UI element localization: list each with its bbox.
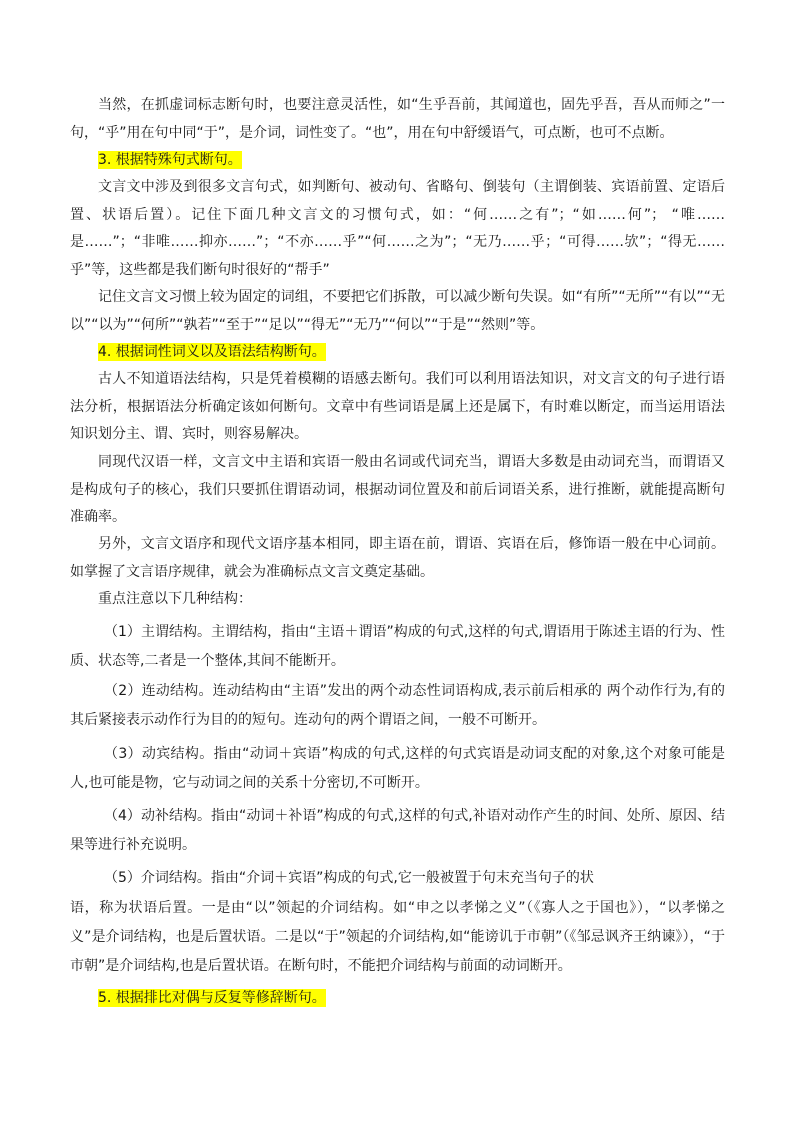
paragraph-fixed-phrases: 记住文言文习惯上较为固定的词组，不要把它们拆散，可以减少断句失误。如“有所”“无所”“有以”“无以”“以为”“何所”“孰若”“至于”“足以”“得无”“无乃”“何以”“于是”“然则”等。 xyxy=(70,289,725,333)
heading-rhetoric xyxy=(98,985,326,1013)
structure-prepositional-detail: 语，称为状语后置。一是由“以”领起的介词结构。如“申之以孝悌之义”（《寡人之于国也》），“以孝悌之义”是介词结构，也是后置状语。二是以“于”领起的介词结构,如“能谤讥于市朝”（《邹忌讽齐王纳谏》），“于市朝”是介词结构,也是后置状语。在断句时，不能把介词结构与前面的动词断开。 xyxy=(70,900,725,974)
heading-highlight: 5. 根据排比对偶与反复等修辞断句。 xyxy=(98,990,326,1006)
paragraph-key-structures: 重点注意以下几种结构： xyxy=(98,591,252,607)
paragraph-sentence-patterns: 文言文中涉及到很多文言句式，如判断句、被动句、省略句、倒装句（主谓倒装、宾语前置、定语后置、状语后置）。记住下面几种文言文的习惯句式，如：“何……之有”；“如……何”； “唯……是……”；“非唯……抑亦……”；“不亦……乎”“何……之为”；“无乃……乎；“可得……欤”；“得无……乎”等，这些都是我们断句时很好的“帮手” xyxy=(70,179,725,278)
heading-grammar-structure xyxy=(98,339,326,367)
structure-verb-object: （3）动宾结构。指由“动词＋宾语”构成的句式,这样的句式宾语是动词支配的对象,这个对象可能是人,也可能是物，它与动词之间的关系十分密切,不可断开。 xyxy=(70,746,725,791)
heading-special-sentence-patterns xyxy=(98,147,242,175)
paragraph-subject-predicate: 同现代汉语一样，文言文中主语和宾语一般由名词或代词充当，谓语大多数是由动词充当，而谓语又是构成句子的核心，我们只要抓住谓语动词，根据动词位置及和前后词语关系，进行推断，就能提高断句准确率。 xyxy=(70,454,725,525)
paragraph-grammar-analysis: 古人不知道语法结构，只是凭着模糊的语感去断句。我们可以利用语法知识，对文言文的句子进行语法分析，根据语法分析确定该如何断句。文章中有些词语是属上还是属下，有时难以断定，而当运用语法知识划分主、谓、宾时，则容易解决。 xyxy=(70,371,725,442)
heading-highlight: 3. 根据特殊句式断句。 xyxy=(98,152,242,168)
structure-serial-verb: （2）连动结构。连动结构由“主语”发出的两个动态性词语构成,表示前后相承的 两个动作行为,有的其后紧接表示动作行为目的的短句。连动句的两个谓语之间，一般不可断开。 xyxy=(70,683,725,728)
paragraph-flexibility: 当然，在抓虚词标志断句时，也要注意灵活性，如“生乎吾前，其闻道也，固先乎吾，吾从而师之”一句，“乎”用在句中同“于”，是介词，词性变了。“也”，用在句中舒缓语气，可点断，也可不点断。 xyxy=(70,97,725,141)
paragraph-word-order: 另外，文言文语序和现代文语序基本相同，即主语在前，谓语、宾语在后，修饰语一般在中心词前。如掌握了文言语序规律，就会为准确标点文言文奠定基础。 xyxy=(70,536,725,580)
structure-verb-complement: （4）动补结构。指由“动词＋补语”构成的句式,这样的句式,补语对动作产生的时间、处所、原因、结果等进行补充说明。 xyxy=(70,808,725,853)
structure-subject-predicate: （1）主谓结构。主谓结构，指由“主语＋谓语”构成的句式,这样的句式,谓语用于陈述主语的行为、性质、状态等,二者是一个整体,其间不能断开。 xyxy=(70,624,725,669)
heading-highlight: 4. 根据词性词义以及语法结构断句。 xyxy=(98,344,326,360)
structure-prepositional-intro: （5）介词结构。指由“介词＋宾语”构成的句式,它一般被置于句末充当句子的状 xyxy=(104,870,594,886)
